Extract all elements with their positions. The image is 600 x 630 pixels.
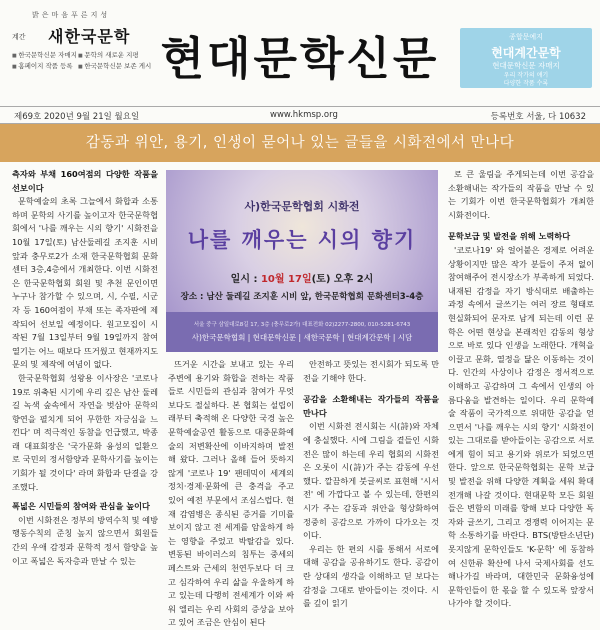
- quarterly-list: [460, 72, 592, 88]
- paragraph: 로 큰 울림을 주게되는데 이번 공감을 소환해내는 작가들의 작품을 만날 수 있는 기회가 이번 한국문학협회가 개최한 시화전이다.: [448, 169, 594, 220]
- quarterly-list-item: 우리 작가의 얘기: [503, 72, 549, 79]
- mini-logo-small: 계간: [12, 33, 26, 41]
- paragraph: 안전하고 뜻있는 전시회가 되도록 만전을 기해야 한다.: [303, 359, 439, 383]
- sister-magazine-logo: [8, 6, 150, 92]
- paragraph: '코로나19' 와 얼어붙은 경제로 어려운 상황이지만 많은 작가 분들이 주저 없이 참여해주어 전시장소가 부족하게 되었다. 내재된 감정을 자기 방식대로 배출하는 과정 속에서 글쓰기는 여러 장르 형태로 현실화되어 문자로 남게 되는데 이런 문학은 어떤 현상을 본래적인 감동의 형상으로 바로 있다 인생을 노래한다. 개혁을 이끌고 문화, 열정을 닮은 이동하는 것이다. 인간의 사상이나 감정은 정서적으로 이해하고 공감하며 그 속에서 인생의 아름다움을 발견하는 일이다. 우리 문학예술 작품이 국가적으로 위대한 공감을 얻으면서 '나를 깨우는 시의 향기' 시화전이 있는 그대로를 받아들이는 공감으로 서로에게 힘이 되고 용기와 위로가 되었으면 한다. 앞으로 한국문학협회는 문학 보급 및 발전을 위해 다양한 계획을 세워 확대 전개해 나갈 것이다. 현대문학 모든 회원들은 변함의 미래를 향해 보다 다양한 독자와 글쓰기, 그리고 경쟁력 이어지는 문학 소통하기를 바란다. BTS(방탄소년단) 못지않게 문학인들도 'K-문학' 에 동참하여 신한류 확산에 나서 국제사회를 선도해나가길 바라며, 대한민국 문화융성에 문학인들이 한 몫을 할 수 있도록 앞장서 나가야 할 것이다.: [448, 244, 594, 609]
- paragraph: 뜨거운 시간을 보내고 있는 우리 주변에 용기와 화합을 전하는 작품들로 시민들의 관심과 참여가 무엇보다도 절실하다. 본 협회는 설립이래부터 축적해 온 다양한 국경 높은 문학예술공연 활동으로 대중문화예술의 저변확산에 이바지하며 발전해 왔다. 그러나 올해 들어 뜻하지 않게 '코로나 19' 팬데믹이 세계의 정치·경제·문화에 큰 충격을 주고 있어 예전 부문에서 조심스럽다. 현재 감염병은 종식된 증거를 기미를 보이지 않고 전 세계를 암울하게 하는 영향을 주었고 박탈감을 있다. 변동된 바이러스의 침투는 중세의 페스트와 근세의 천연두보다 더 크고 심각하여 우리 삶을 우울하게 하고 있는데 다행히 전세계가 이와 싸워 엘리는 우리 사회의 증상을 보아고 있어 조금은 안심이 된다: [168, 359, 294, 628]
- poster-address: 서울 중구 삼일대로8길 17, 3층 (충무로2가) 대표전화 02)2277-2800, 010-5281-6743: [193, 322, 411, 328]
- paragraph: 우리는 한 편의 시를 통해서 서로에 대해 공감을 공유하기도 한다. 공감이란 상대의 생각을 이해하고 딛 보다는 감정을 그대로 받아들이는 것이다. 시를 깊이 읽기: [303, 543, 439, 609]
- mini-list-item: ■ 한국문학신문 보존 게시: [78, 61, 144, 72]
- article-column-2: [168, 358, 294, 630]
- section-subhead: 문학보급 및 발전을 위해 노력하다: [448, 231, 571, 242]
- quarterly-title: 현대계간문학: [491, 46, 561, 60]
- poster-organizer: 사)한국문학협회 시화전: [244, 200, 360, 213]
- website-link[interactable]: www.hkmsp.org: [270, 110, 338, 120]
- article-column-4: [448, 168, 594, 611]
- sister-quarterly-box: [460, 28, 592, 88]
- poster-title: 나를 깨우는 시의 향기: [187, 228, 417, 252]
- poster-date-label: 일시 :: [230, 274, 261, 285]
- mini-logo-list: [12, 50, 152, 72]
- mini-list-item: ■ 홈페이지 작품 등록: [12, 61, 78, 72]
- issue-info-bar: [0, 106, 600, 124]
- registration-number: 등록번호 서울, 다 10632: [490, 112, 586, 122]
- paragraph: 이번 시화전 전시회는 시(詩)와 자체에 충실했다. 시에 그림을 곁들인 시화전은 많이 하는데 우리 협회의 시화전은 오롯이 시(詩)가 주는 감동에 우선했다. 깔끔하게 붓글씨로 표현해 '시서전' 에 가깝다고 볼 수 있는데, 한편의 시가 주는 감동과 위안을 형상화하여 정중히 공감으로 가까이 다가오는 것이다.: [303, 421, 439, 541]
- mini-list-item: ■ 한국문학신문 자매지: [12, 50, 78, 61]
- poster-place: 장소 : 남산 둘레길 조지훈 시비 앞, 한국문학협회 문화센터3-4층: [180, 292, 424, 302]
- poster-date: [166, 270, 438, 285]
- paragraph: 문학예술의 초록 그늘에서 화합과 소통하며 문학의 사기를 높이고자 한국문학협회에서 '나를 깨우는 시의 향기' 시화전을 10월 17일(토) 남산둘레길 조지훈 시비 앞과 충무로2가 소재 한국문학협회 문화센터 3층,4층에서 개최한다. 이번 시화전은 한국문학협회 회원 및 추천 문인이면 누구나 참가할 수 있으며, 시, 수필, 시군자 등 160여점이 부채 또는 족자판에 제작되어 선보일 예정이다. 원고모집이 시작된 7월 13일부터 9월 19일까지 참여 열기는 어느 때보다 뜨거웠고 현재까지도 문의 및 제작에 여념이 없다.: [12, 196, 158, 370]
- quarterly-subtitle: 현대문학신문 자매지: [492, 61, 560, 70]
- paragraph: 이번 시화전은 정부의 방역수칙 및 예방행동수칙의 준칭 높지 않으면서 회원들 간의 우애 감정과 문학적 정서 함양을 높이고 폭넓은 독자층과 만날 수 있는: [12, 514, 158, 566]
- quarterly-list-item: 다양한 작품 수록: [503, 80, 549, 87]
- motto: 밝은마음푸른지성: [32, 11, 111, 19]
- paragraph: 한국문학협회 성왕용 이사장은 '코로나19로 위축된 시기에 우리 깊은 남산 둘레길 녹색 숲속에서 자연을 벗삼아 문학의 향연을 펼치게 되어 무한한 자긍심을 느낀다' 며 적극적인 동참을 언급했고, 박종래 대표회장은 '국가문화 융성의 일환으로 국민의 정서함양과 문학사기를 높이는 기회가 될 것이다' 라며 화합과 단결을 강조했다.: [12, 372, 158, 492]
- newspaper-title: 현대문학신문: [160, 32, 440, 85]
- poster-date-suffix: (토) 오후 2시: [311, 274, 374, 285]
- exhibition-poster: [166, 170, 438, 352]
- mini-logo-title: 새한국문학: [48, 27, 131, 46]
- article-column-1: [12, 168, 158, 568]
- section-subhead: 공감을 소환해내는 작가들의 작품을 만나다: [303, 394, 439, 418]
- section-subhead: 폭넓은 시민들의 참여와 관심을 높이다: [12, 501, 150, 512]
- poster-date-highlight: 10월 17일: [260, 274, 312, 285]
- article-column-3: [303, 358, 439, 611]
- lead-subhead: 측자와 부채 160여점의 다양한 작품을 선보이다: [12, 169, 158, 193]
- issue-date: 제69호 2020년 9월 21일 월요일: [14, 112, 140, 122]
- main-headline: 감동과 위안, 용기, 인생이 묻어나 있는 글들을 시화전에서 만나다: [0, 124, 600, 162]
- quarterly-label: 종합문예지: [509, 33, 543, 41]
- mini-list-item: ■ 문학의 새로운 지평: [78, 50, 144, 61]
- poster-organizations: 사)한국문학협회 | 현대문학신문 | 새한국문학 | 현대계간문학 | 시담: [191, 333, 413, 342]
